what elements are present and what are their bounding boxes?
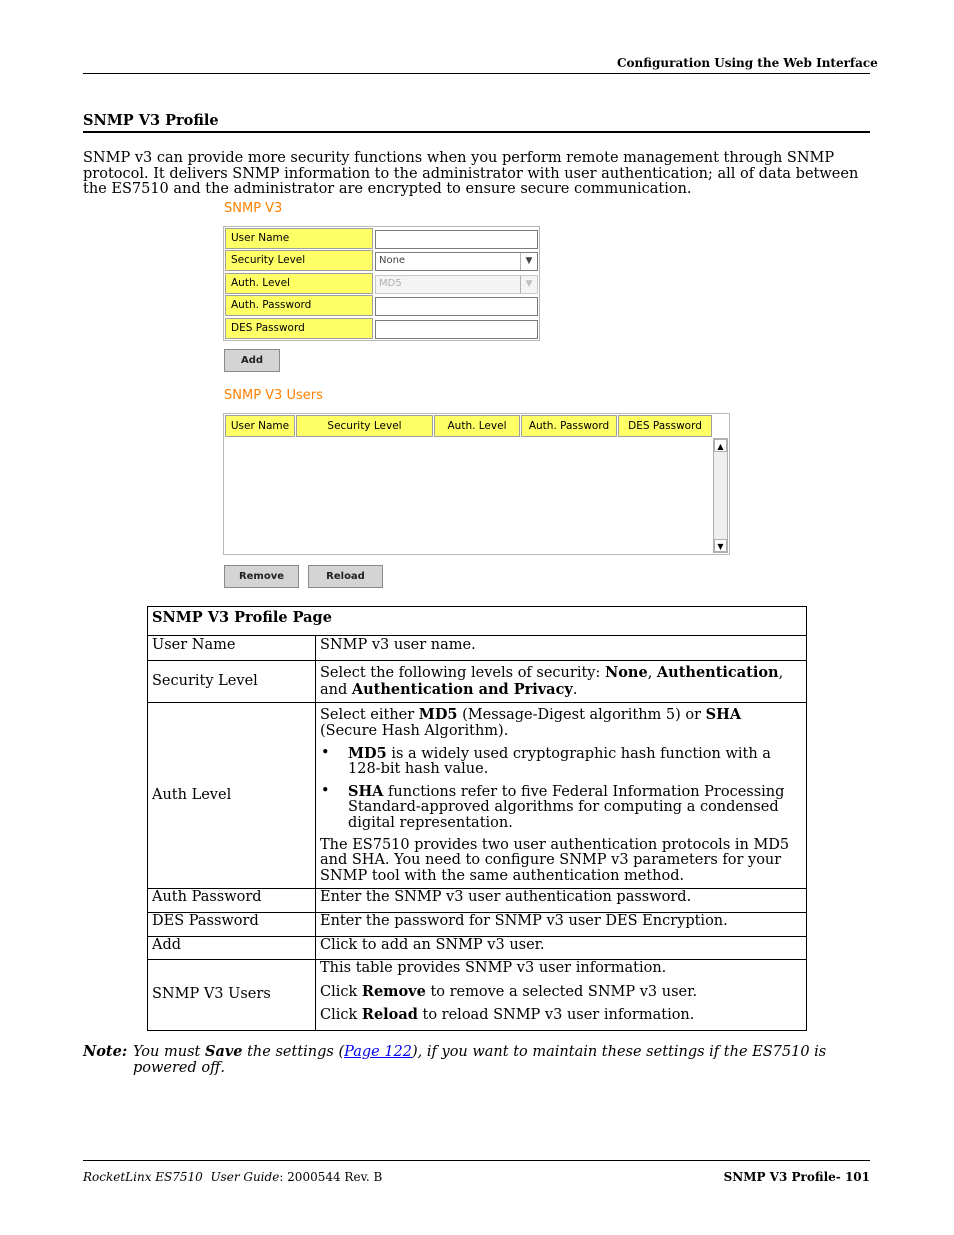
- table-row: [148, 889, 807, 913]
- footer-doc: : 2000544 Rev. B: [279, 1170, 383, 1184]
- auth-password-label: Auth. Password: [225, 295, 373, 316]
- users-desc-line: [320, 984, 802, 1001]
- section-title: SNMP V3 Profile: [83, 112, 219, 129]
- table-title: SNMP V3 Profile Page: [148, 607, 807, 636]
- text-span: Select either: [320, 707, 419, 724]
- text-span: functions refer to five Federal Information Processing Standard-approved algorithms for computing a condensed digital representation.: [348, 783, 785, 831]
- footer-page: SNMP V3 Profile- 101: [723, 1170, 870, 1184]
- bold-authentication: Authentication: [656, 664, 779, 682]
- column-header-security-level: Security Level: [296, 415, 433, 437]
- row-label-user-name: User Name: [148, 635, 316, 661]
- row-label-auth-level: Auth Level: [148, 703, 316, 889]
- snmp-v3-users-heading: SNMP V3 Users: [224, 388, 323, 403]
- row-desc-auth-password: Enter the SNMP v3 user authentication password.: [316, 889, 807, 913]
- text-span: the settings (: [242, 1044, 345, 1060]
- auth-level-value: MD5: [379, 278, 402, 289]
- header-rule: [83, 73, 870, 74]
- arrow-down-icon[interactable]: ▼: [714, 539, 727, 552]
- footer-guide: User Guide: [202, 1170, 280, 1184]
- des-password-label: DES Password: [225, 318, 373, 339]
- row-label-des-password: DES Password: [148, 912, 316, 936]
- bold-save: Save: [204, 1043, 243, 1060]
- security-level-label: Security Level: [225, 250, 373, 271]
- note-label: Note:: [83, 1043, 128, 1060]
- row-desc-des-password: Enter the password for SNMP v3 user DES Encryption.: [316, 912, 807, 936]
- note-text: [133, 1044, 873, 1076]
- intro-paragraph: SNMP v3 can provide more security functions when you perform remote management through SNMP protocol. It delivers SNMP information to the administrator with user authentication; all of data between the ES7510 and the administrator are encrypted to ensure secure communication.: [83, 150, 859, 198]
- add-button[interactable]: Add: [224, 349, 280, 372]
- table-title-row: [148, 607, 807, 636]
- text-span: is a widely used cryptographic hash function with a 128-bit hash value.: [348, 745, 771, 778]
- text-span: You must: [133, 1044, 205, 1060]
- auth-level-summary: The ES7510 provides two user authentication protocols in MD5 and SHA. You need to configure SNMP v3 parameters for your SNMP tool with the same authentication method.: [320, 836, 790, 884]
- text-span: .: [572, 681, 578, 698]
- bold-none: None: [604, 664, 648, 682]
- auth-level-intro: [320, 707, 802, 739]
- arrow-up-icon[interactable]: ▲: [714, 439, 727, 452]
- text-span: to reload SNMP v3 user information.: [417, 1007, 695, 1024]
- text-span: to remove a selected SNMP v3 user.: [425, 983, 698, 1000]
- bold-md5: MD5: [418, 706, 458, 724]
- bold-auth-privacy: Authentication and Privacy: [351, 680, 573, 698]
- row-desc-security-level: [316, 661, 807, 703]
- text-span: Click: [320, 983, 362, 1000]
- snmp-v3-heading: SNMP V3: [224, 201, 283, 216]
- text-span: ,: [647, 665, 657, 682]
- section-rule: [83, 131, 870, 133]
- row-desc-add: Click to add an SNMP v3 user.: [316, 936, 807, 960]
- table-row: [148, 661, 807, 703]
- footer-rule: [83, 1160, 870, 1161]
- bold-sha: SHA: [348, 782, 384, 800]
- text-span: Select the following levels of security:: [320, 665, 605, 682]
- list-item: [320, 746, 802, 778]
- snmp-v3-profile-table: [147, 606, 807, 1031]
- auth-level-select[interactable]: [375, 275, 538, 294]
- text-span: (Secure Hash Algorithm).: [320, 722, 509, 739]
- table-row: [148, 635, 807, 661]
- column-header-user-name: User Name: [225, 415, 295, 437]
- security-level-select[interactable]: [375, 252, 538, 271]
- reload-button[interactable]: Reload: [308, 565, 383, 588]
- column-header-des-password: DES Password: [618, 415, 712, 437]
- column-header-auth-level: Auth. Level: [434, 415, 520, 437]
- row-label-add: Add: [148, 936, 316, 960]
- users-desc-line: [320, 1007, 802, 1024]
- users-desc-line: This table provides SNMP v3 user information.: [320, 960, 667, 977]
- remove-button[interactable]: Remove: [224, 565, 299, 588]
- row-label-auth-password: Auth Password: [148, 889, 316, 913]
- chevron-down-icon[interactable]: ▼: [520, 276, 537, 293]
- table-row: [148, 936, 807, 960]
- row-desc-user-name: SNMP v3 user name.: [316, 635, 807, 661]
- table-row: [148, 703, 807, 889]
- bold-md5: MD5: [348, 744, 387, 762]
- bold-reload: Reload: [361, 1006, 418, 1024]
- table-row: [148, 912, 807, 936]
- users-scrollbar[interactable]: [713, 438, 728, 553]
- user-name-input[interactable]: [375, 230, 538, 249]
- bold-remove: Remove: [361, 982, 426, 1000]
- row-desc-auth-level: [316, 703, 807, 889]
- column-header-auth-password: Auth. Password: [521, 415, 617, 437]
- user-name-label: User Name: [225, 228, 373, 249]
- footer-left: [83, 1170, 382, 1184]
- des-password-input[interactable]: [375, 320, 538, 339]
- row-label-security-level: Security Level: [148, 661, 316, 703]
- footer-product: RocketLinx ES7510: [83, 1170, 203, 1184]
- auth-level-list: [320, 746, 802, 832]
- row-desc-snmp-v3-users: [316, 960, 807, 1031]
- text-span: Click: [320, 1007, 362, 1024]
- bold-sha: SHA: [705, 706, 742, 724]
- list-item: [320, 784, 802, 832]
- page-link[interactable]: Page 122: [344, 1044, 413, 1060]
- snmp-v3-form: [223, 226, 540, 341]
- text-span: ), if you want to maintain these settings if the ES7510 is powered off.: [133, 1044, 827, 1076]
- row-label-snmp-v3-users: SNMP V3 Users: [148, 960, 316, 1031]
- table-row: [148, 960, 807, 1031]
- chevron-down-icon[interactable]: ▼: [520, 253, 537, 270]
- text-span: , and: [320, 665, 784, 698]
- auth-password-input[interactable]: [375, 297, 538, 316]
- text-span: (Message-Digest algorithm 5) or: [457, 707, 706, 724]
- running-header: Configuration Using the Web Interface: [617, 56, 878, 70]
- security-level-value: None: [379, 255, 406, 266]
- auth-level-label: Auth. Level: [225, 273, 373, 294]
- snmp-v3-users-table: [223, 413, 730, 555]
